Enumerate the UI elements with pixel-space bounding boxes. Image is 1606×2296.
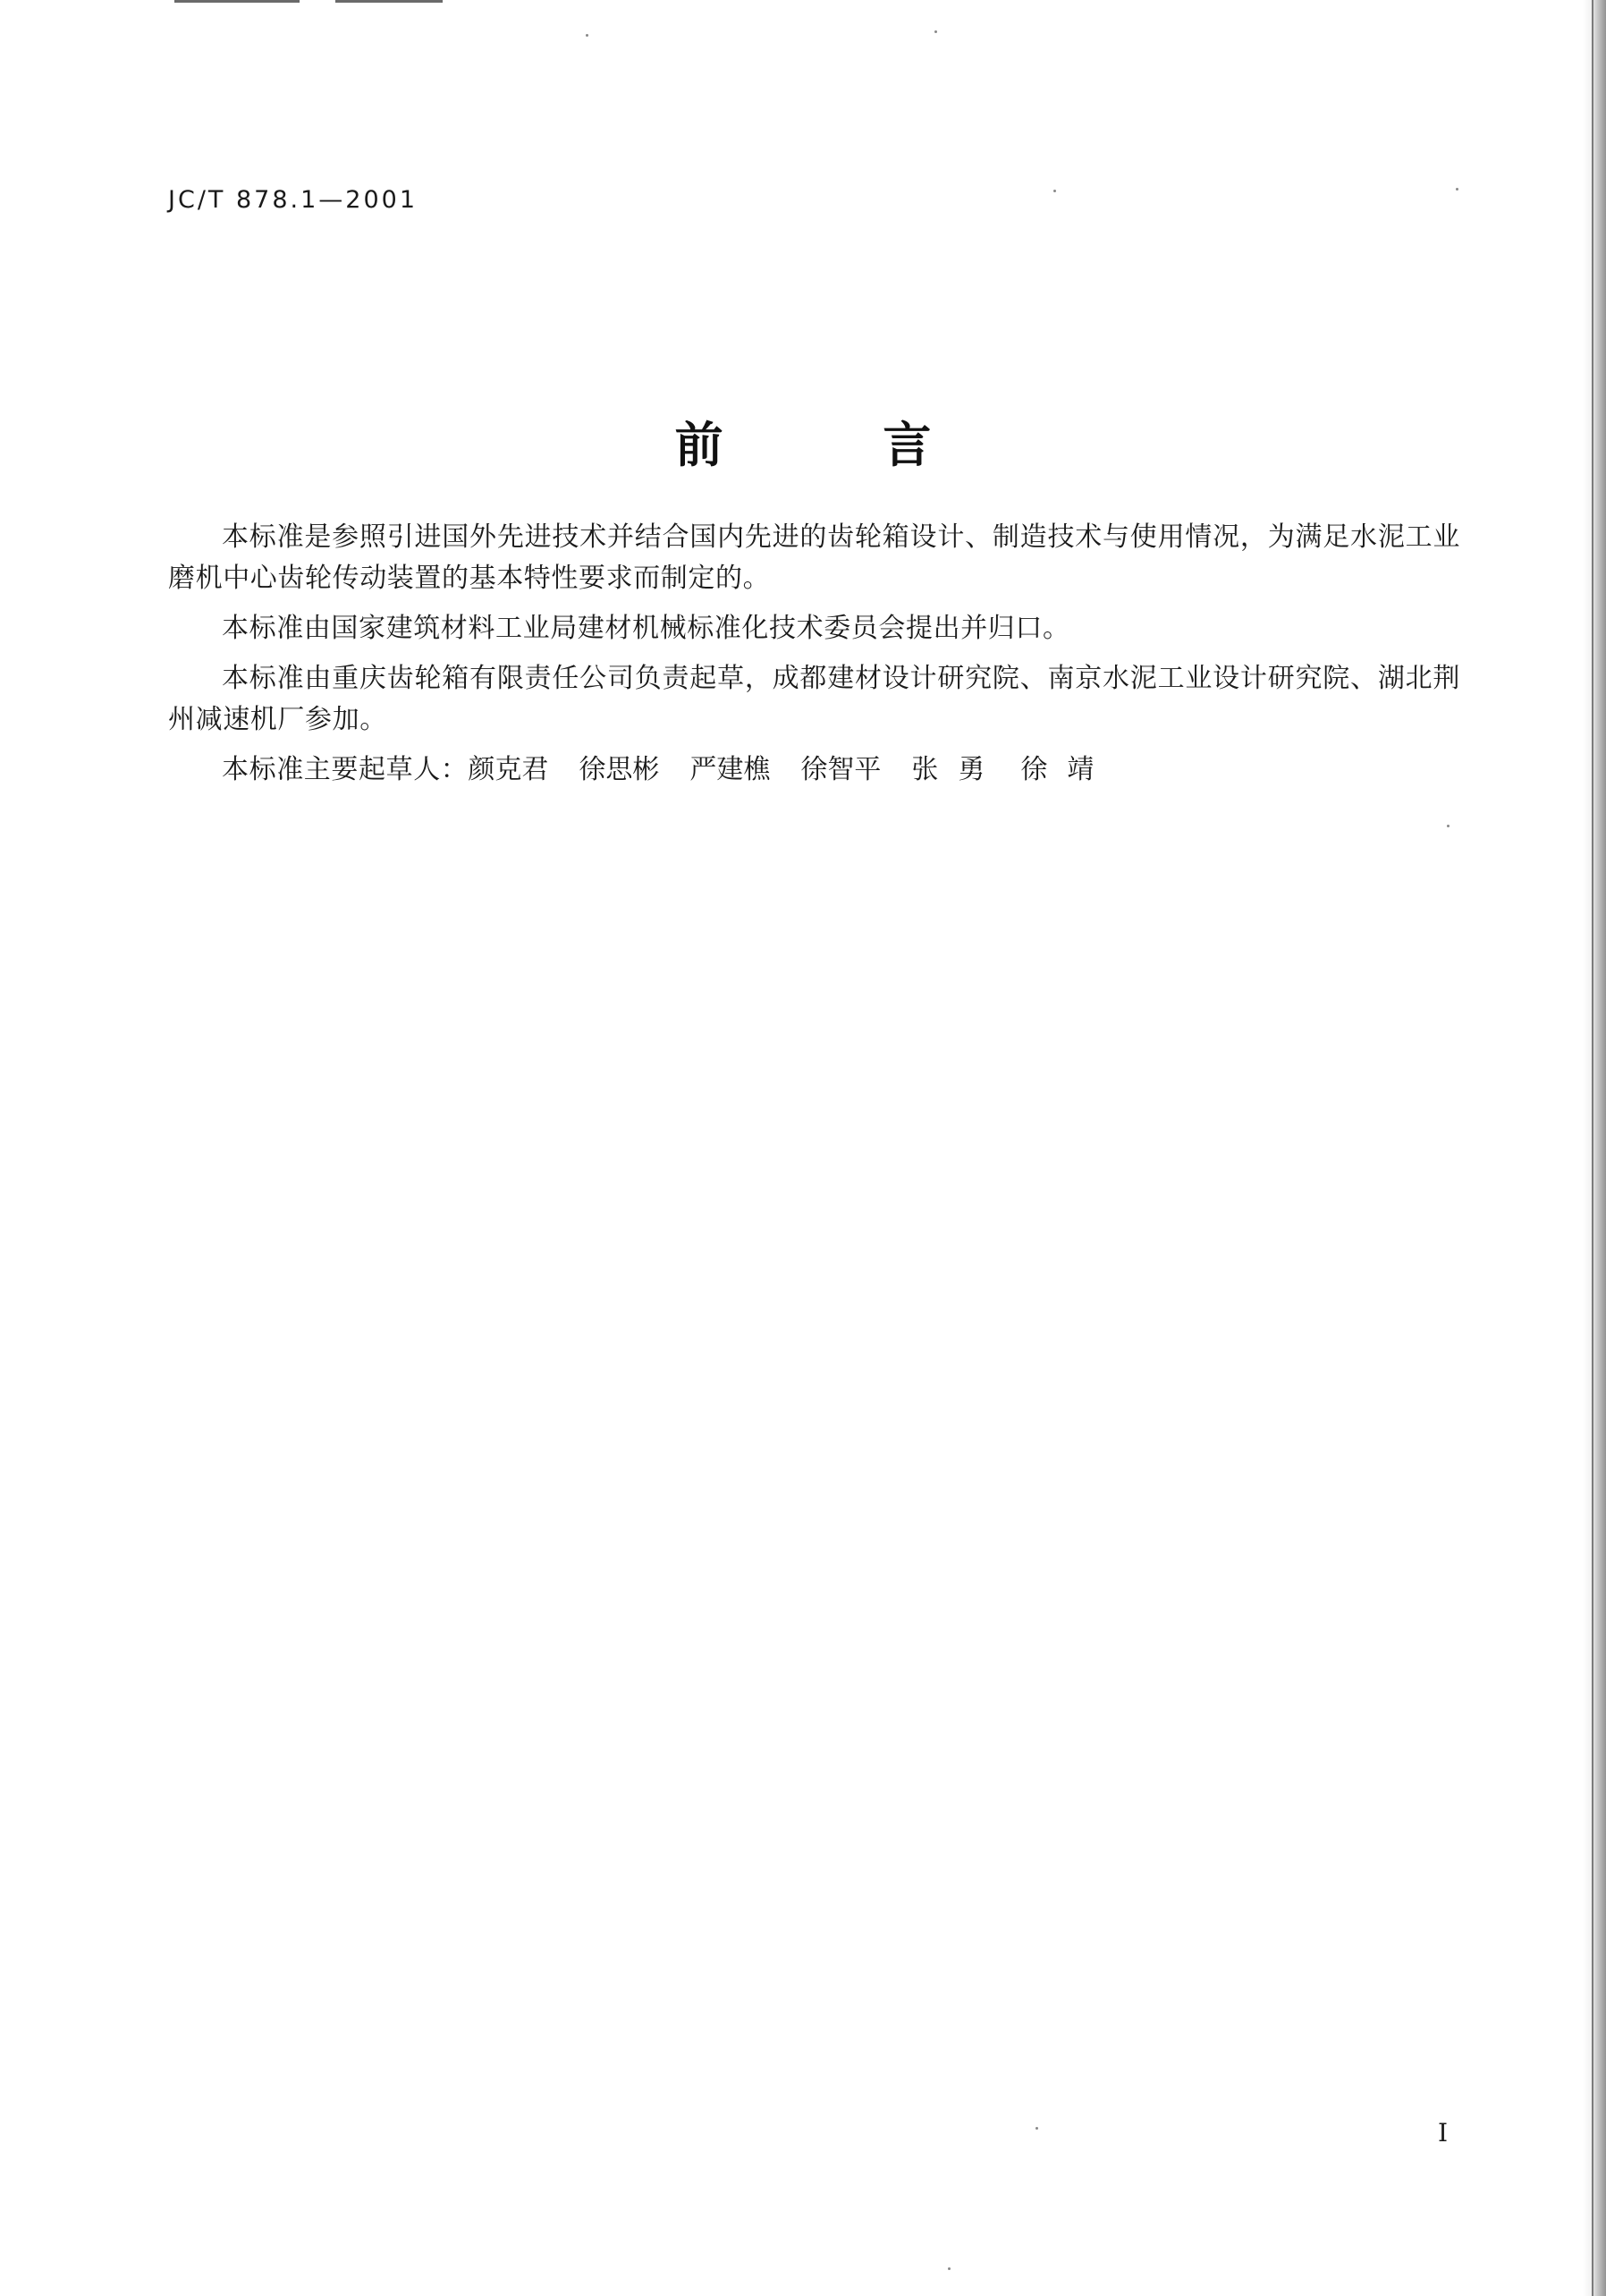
drafters-label: 本标准主要起草人： — [222, 754, 469, 785]
document-code: JC/T 878.1—2001 — [168, 186, 418, 214]
scan-speck — [1456, 188, 1458, 191]
drafter-name: 严建樵 — [689, 754, 771, 785]
drafter-name: 徐靖 — [1020, 754, 1114, 785]
scan-speck — [586, 34, 588, 37]
drafter-name: 张勇 — [911, 754, 1005, 785]
scan-top-mark — [174, 0, 300, 3]
paragraph: 本标准由重庆齿轮箱有限责任公司负责起草，成都建材设计研究院、南京水泥工业设计研究院、湖北荆州减速机厂参加。 — [168, 663, 1460, 735]
scan-speck — [948, 2267, 951, 2270]
page-number: I — [1438, 2118, 1449, 2148]
foreword-body — [168, 517, 1460, 791]
paragraph: 本标准是参照引进国外先进技术并结合国内先进的齿轮箱设计、制造技术与使用情况，为满足水泥工业磨机中心齿轮传动装置的基本特性要求而制定的。 — [168, 521, 1460, 594]
scan-edge-shadow — [1583, 0, 1606, 2296]
drafters-line — [168, 750, 1460, 791]
scan-speck — [1053, 190, 1056, 192]
scan-speck — [934, 30, 937, 33]
drafter-name: 徐思彬 — [579, 754, 660, 785]
scan-edge-line — [1592, 0, 1593, 2296]
scan-speck — [1035, 2127, 1038, 2130]
scan-top-mark — [335, 0, 443, 3]
section-title: 前 言 — [674, 416, 1003, 473]
drafter-name: 徐智平 — [800, 754, 882, 785]
drafter-name: 颜克君 — [468, 754, 549, 785]
paragraph: 本标准由国家建筑材料工业局建材机械标准化技术委员会提出并归口。 — [222, 613, 1070, 644]
scan-speck — [1447, 825, 1450, 827]
